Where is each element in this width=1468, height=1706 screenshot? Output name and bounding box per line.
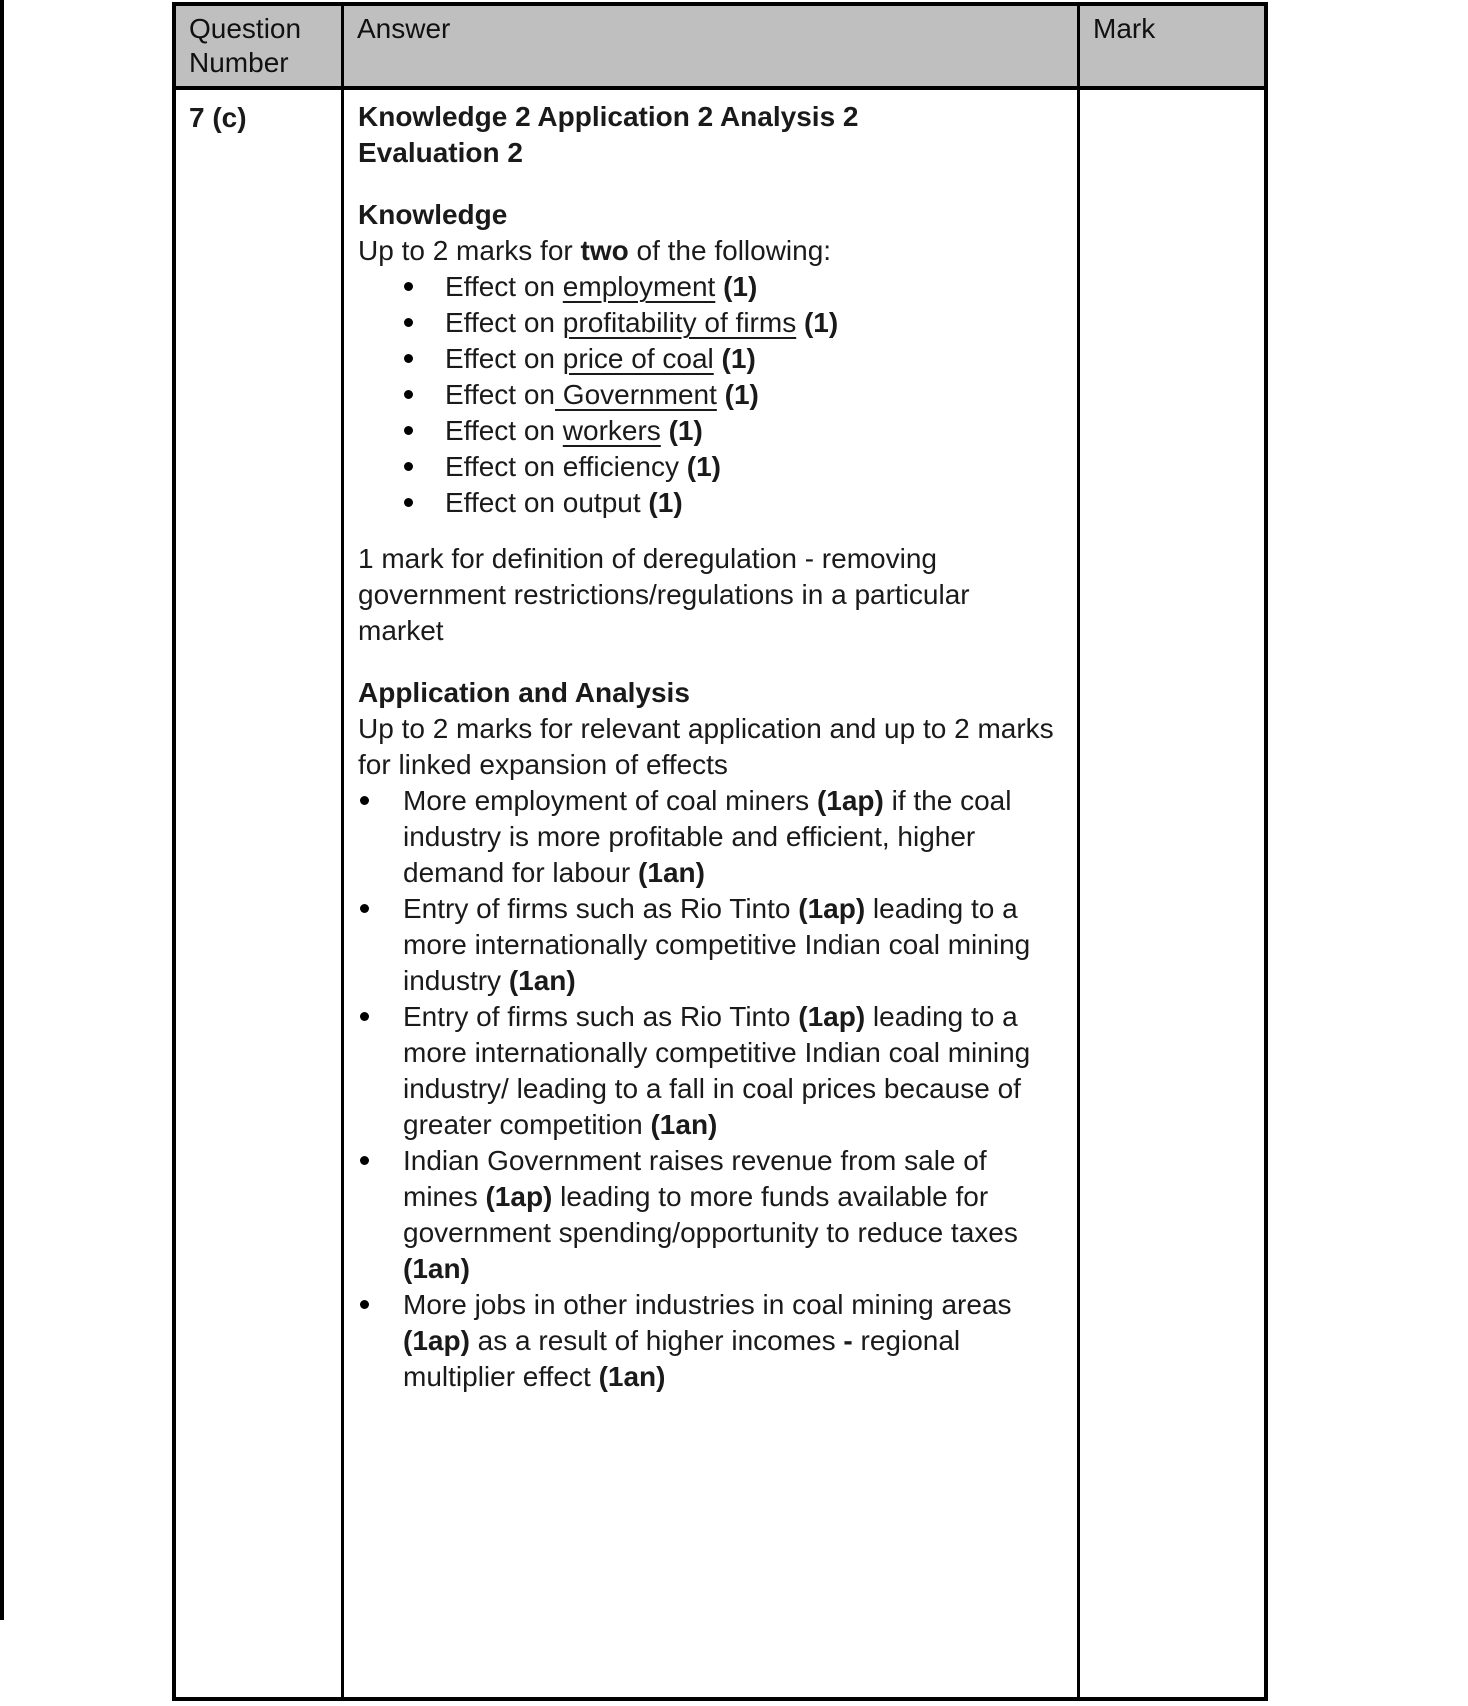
header-answer: Answer (344, 6, 1080, 86)
bullet-icon (360, 1012, 369, 1021)
bullet-icon (404, 462, 413, 471)
application-intro: Up to 2 marks for relevant application and up to 2 marks for linked expansion of effects (358, 713, 1054, 780)
list-item: Effect on efficiency (1) (404, 449, 1055, 485)
header-question-number: Question Number (176, 6, 344, 86)
list-item: Effect on Government (1) (404, 377, 1055, 413)
application-bullet-list (358, 783, 1055, 1395)
list-item: Entry of firms such as Rio Tinto (1ap) leading to a more internationally competitive Indian coal mining industry/ leading to a fall in coal prices because of greater competition (1an) (360, 999, 1055, 1143)
table-header-row (176, 6, 1264, 90)
answer-heading-line1: Knowledge 2 Application 2 Analysis 2 (358, 101, 859, 132)
mark-scheme-table (172, 2, 1268, 1701)
application-heading: Application and Analysis (358, 677, 690, 708)
bullet-icon (404, 318, 413, 327)
deregulation-definition: 1 mark for definition of deregulation - removing government restrictions/regulations in a particular market (358, 543, 970, 646)
bullet-icon (360, 1300, 369, 1309)
list-item: Indian Government raises revenue from sale of mines (1ap) leading to more funds available for government spending/opportunity to reduce taxes (1an) (360, 1143, 1055, 1287)
knowledge-intro: Up to 2 marks for two of the following: (358, 235, 832, 266)
list-item: Effect on workers (1) (404, 413, 1055, 449)
bullet-icon (404, 426, 413, 435)
cell-answer (344, 90, 1080, 1697)
bullet-icon (360, 796, 369, 805)
answer-heading-line2: Evaluation 2 (358, 137, 523, 168)
table-row (176, 90, 1264, 1697)
cell-mark (1080, 90, 1264, 1697)
list-item: Effect on profitability of firms (1) (404, 305, 1055, 341)
bullet-icon (404, 282, 413, 291)
list-item: Effect on employment (1) (404, 269, 1055, 305)
bullet-icon (360, 904, 369, 913)
cell-question-number: 7 (c) (176, 90, 344, 1697)
list-item: More jobs in other industries in coal mining areas (1ap) as a result of higher incomes - regional multiplier effect (1an) (360, 1287, 1055, 1395)
bullet-icon (360, 1156, 369, 1165)
list-item: Effect on output (1) (404, 485, 1055, 521)
bullet-icon (404, 498, 413, 507)
header-mark: Mark (1093, 13, 1156, 44)
list-item: More employment of coal miners (1ap) if the coal industry is more profitable and efficient, higher demand for labour (1an) (360, 783, 1055, 891)
bullet-icon (404, 390, 413, 399)
list-item: Entry of firms such as Rio Tinto (1ap) leading to a more internationally competitive Indian coal mining industry (1an) (360, 891, 1055, 999)
list-item: Effect on price of coal (1) (404, 341, 1055, 377)
knowledge-bullet-list (358, 269, 1055, 521)
page-border-line (0, 0, 4, 1620)
bullet-icon (404, 354, 413, 363)
knowledge-heading: Knowledge (358, 199, 508, 230)
